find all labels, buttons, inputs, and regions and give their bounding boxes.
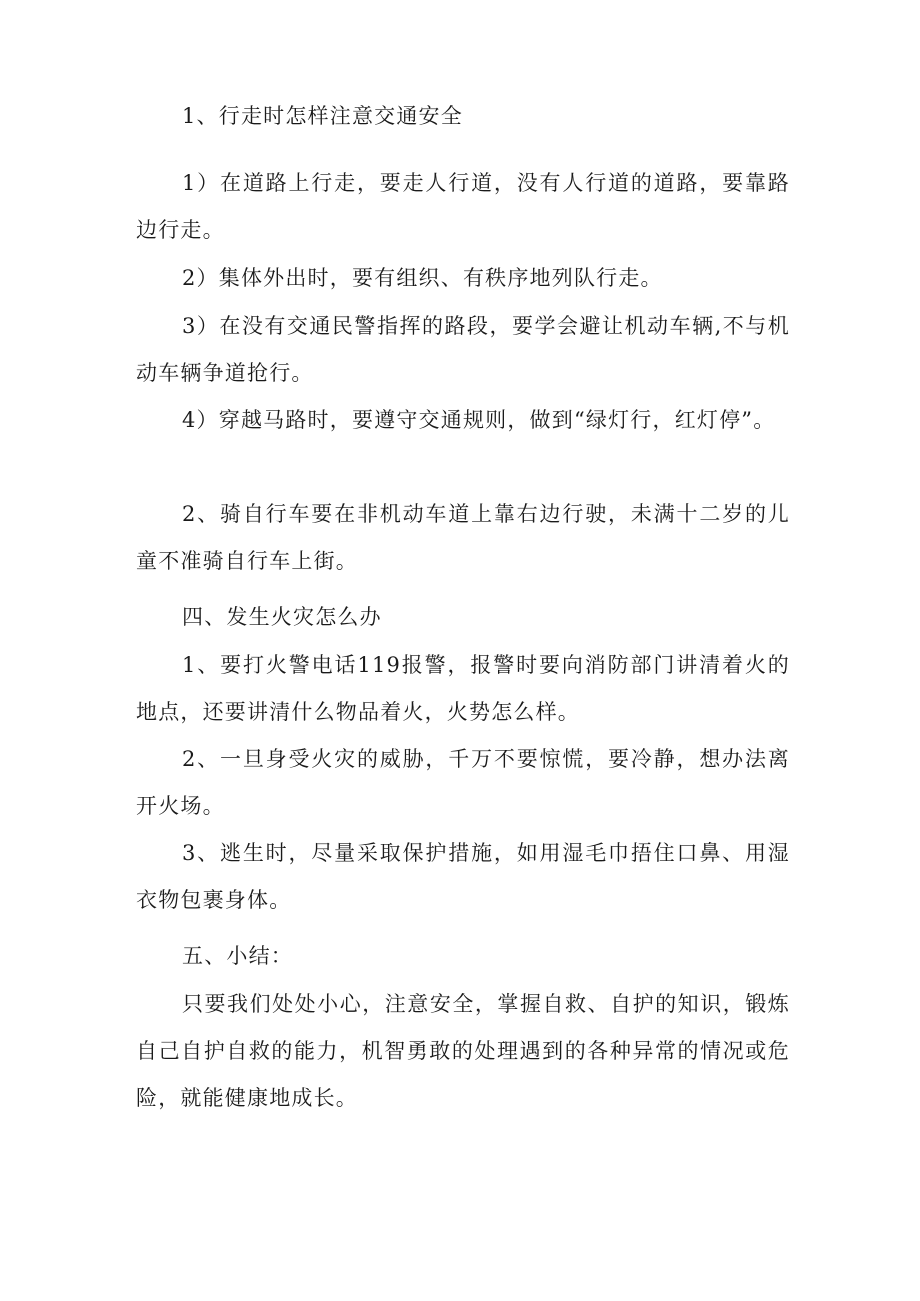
- paragraph-call-119: 1、要打火警电话119报警，报警时要向消防部门讲清着火的地点，还要讲清什么物品着火，火势怎么样。: [136, 653, 790, 724]
- paragraph-group-outing: 2）集体外出时，要有组织、有秩序地列队行走。: [182, 266, 663, 290]
- paragraph-walk-on-sidewalk: 1）在道路上行走，要走人行道，没有人行道的道路，要靠路边行走。: [136, 171, 790, 242]
- heading-summary: 五、小结：: [182, 944, 293, 968]
- heading-fire: 四、发生火灾怎么办: [182, 605, 382, 629]
- paragraph-crossing-road: 4）穿越马路时，要遵守交通规则，做到“绿灯行，红灯停”。: [182, 408, 776, 432]
- heading-walking-safety: 1、行走时怎样注意交通安全: [182, 104, 463, 128]
- paragraph-yield-vehicles: 3）在没有交通民警指挥的路段，要学会避让机动车辆,不与机动车辆争道抢行。: [136, 314, 790, 385]
- paragraph-summary-body: 只要我们处处小心，注意安全，掌握自救、自护的知识，锻炼自己自护自救的能力，机智勇敢的处理遇到的各种异常的情况或危险，就能健康地成长。: [136, 992, 790, 1110]
- paragraph-stay-calm: 2、一旦身受火灾的威胁，千万不要惊慌，要冷静，想办法离开火场。: [136, 747, 790, 818]
- paragraph-cycling: 2、骑自行车要在非机动车道上靠右边行驶，未满十二岁的儿童不准骑自行车上街。: [136, 502, 790, 573]
- paragraph-escape-measures: 3、逃生时，尽量采取保护措施，如用湿毛巾捂住口鼻、用湿衣物包裹身体。: [136, 841, 790, 912]
